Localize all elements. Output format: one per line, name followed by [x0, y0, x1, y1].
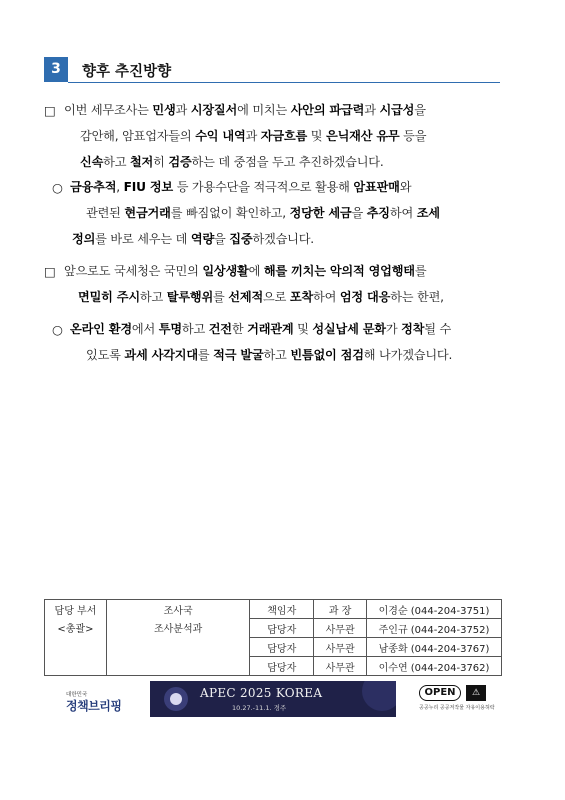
paragraph-line — [70, 200, 440, 226]
emphasis-text: 성실납세 문화 — [312, 322, 386, 336]
paragraph-line — [64, 123, 426, 149]
korea-label: 대한민국 — [66, 692, 88, 698]
body-text: 될 수 — [424, 322, 452, 336]
role-cell: 책임자 — [250, 600, 314, 619]
body-text: 하고 — [103, 155, 130, 169]
body-text: 및 — [307, 129, 326, 143]
paragraph-line — [64, 149, 426, 175]
body-text: 한 — [231, 322, 248, 336]
body-text: 하여 — [389, 206, 417, 220]
apec-banner[interactable] — [150, 681, 396, 717]
body-text: 및 — [293, 322, 313, 336]
emphasis-text: 해를 끼치는 악의적 영업행태 — [263, 264, 415, 278]
body-text: 등을 — [399, 129, 427, 143]
paragraph-line — [70, 342, 452, 368]
emphasis-text: 탈루행위 — [166, 290, 214, 304]
paragraph-line — [64, 284, 444, 310]
emphasis-text: 엄정 대응 — [339, 290, 391, 304]
square-bullet-icon: □ — [44, 103, 56, 118]
open-caption: 공공누리 공공저작물 자유이용허락 — [419, 705, 495, 711]
person-cell: 남종화 (044-204-3767) — [367, 638, 502, 657]
paragraph-line — [64, 97, 426, 123]
footer-logos — [44, 680, 502, 718]
emphasis-text: 시급성 — [379, 103, 415, 117]
circle-bullet-icon: ○ — [52, 322, 63, 337]
emphasis-text: 시장질서 — [190, 103, 238, 117]
body-text: 하겠습니다. — [252, 232, 314, 246]
square-bullet-icon: □ — [44, 264, 56, 279]
body-text: 히 — [153, 155, 169, 169]
emphasis-text: 정착 — [401, 322, 425, 336]
emphasis-text: 투명 — [158, 322, 182, 336]
briefing-logo-text: 정책브리핑 — [66, 699, 122, 713]
banner-decoration-icon — [362, 681, 396, 711]
role-cell: 담당자 — [250, 619, 314, 638]
license-type-icon: ⚠ — [466, 685, 486, 701]
person-cell: 이경순 (044-204-3751) — [367, 600, 502, 619]
position-cell: 사무관 — [314, 657, 367, 676]
body-text: 등 가용수단을 적극적으로 활용해 — [173, 180, 354, 194]
emphasis-text: 조세 — [416, 206, 440, 220]
body-text: 를 — [213, 290, 229, 304]
contact-table — [44, 599, 502, 676]
circle-bullet-icon: ○ — [52, 180, 63, 195]
emphasis-text: 집중 — [229, 232, 253, 246]
emphasis-text: 과세 사각지대 — [124, 348, 198, 362]
body-text: 하고 — [181, 322, 209, 336]
dept-label-cell — [45, 600, 107, 676]
position-cell: 과 장 — [314, 600, 367, 619]
emphasis-text: FIU 정보 — [123, 180, 174, 194]
emphasis-text: 건전 — [208, 322, 232, 336]
paragraph-1 — [64, 97, 426, 175]
paragraph-line — [70, 226, 440, 252]
body-text: 앞으로도 국세청은 국민의 — [64, 264, 203, 278]
body-text: 과 — [245, 129, 261, 143]
emphasis-text: 온라인 환경 — [70, 322, 132, 336]
body-text: 이번 세무조사는 — [64, 103, 153, 117]
paragraph-3 — [64, 258, 444, 310]
dept-tag: <총괄> — [57, 624, 94, 635]
emphasis-text: 신속 — [80, 155, 104, 169]
emphasis-text: 적극 발굴 — [213, 348, 264, 362]
emphasis-text: 정당한 세금 — [289, 206, 352, 220]
position-cell: 사무관 — [314, 619, 367, 638]
paragraph-4 — [70, 316, 452, 368]
apec-dates: 10.27.-11.1. 경주 — [232, 704, 287, 712]
policy-briefing-logo[interactable] — [66, 690, 146, 716]
emphasis-text: 현금거래 — [124, 206, 171, 220]
dept-label: 담당 부서 — [54, 606, 97, 617]
body-text: 에 — [248, 264, 264, 278]
section-divider — [68, 82, 500, 83]
role-cell: 담당자 — [250, 657, 314, 676]
emphasis-text: 역량 — [190, 232, 215, 246]
emphasis-text: 검증 — [168, 155, 192, 169]
body-text: 을 — [414, 103, 426, 117]
body-text: 을 — [351, 206, 367, 220]
table-row — [45, 600, 502, 619]
body-text: 과 — [175, 103, 191, 117]
person-cell: 주인규 (044-204-3752) — [367, 619, 502, 638]
body-text: 하는 한편, — [390, 290, 444, 304]
emphasis-text: 정의 — [72, 232, 96, 246]
emphasis-text: 철저 — [129, 155, 154, 169]
section-number: 3 — [44, 57, 68, 82]
body-text: 하고 — [139, 290, 167, 304]
body-text: 으로 — [263, 290, 290, 304]
body-text: 를 바로 세우는 데 — [95, 232, 191, 246]
emphasis-text: 포착 — [289, 290, 314, 304]
person-cell: 이수연 (044-204-3762) — [367, 657, 502, 676]
open-license-logo — [419, 685, 495, 715]
body-text: 과 — [364, 103, 380, 117]
body-text: 있도록 — [86, 348, 125, 362]
body-text: 에서 — [131, 322, 159, 336]
body-text: 해 나가겠습니다. — [363, 348, 453, 362]
emphasis-text: 금융추적 — [70, 180, 117, 194]
paragraph-line — [70, 174, 440, 200]
body-text: 을 — [214, 232, 230, 246]
body-text: 하여 — [313, 290, 340, 304]
apec-title: APEC 2025 KOREA — [200, 686, 323, 700]
body-text: 를 — [197, 348, 214, 362]
emphasis-text: 자금흐름 — [260, 129, 308, 143]
body-text: 를 빠짐없이 확인하고, — [170, 206, 290, 220]
emphasis-text: 거래관계 — [247, 322, 294, 336]
paragraph-line — [64, 258, 444, 284]
emphasis-text: 민생 — [152, 103, 176, 117]
emphasis-text: 암표판매 — [353, 180, 400, 194]
paragraph-line — [70, 316, 452, 342]
body-text: 가 — [385, 322, 402, 336]
body-text: 관련된 — [86, 206, 125, 220]
emphasis-text: 빈틈없이 점검 — [290, 348, 364, 362]
emphasis-text: 수익 내역 — [195, 129, 246, 143]
section-header — [44, 57, 500, 83]
paragraph-2 — [70, 174, 440, 252]
emphasis-text: 선제적 — [228, 290, 264, 304]
emphasis-text: 일상생활 — [202, 264, 249, 278]
body-text: , — [116, 180, 124, 194]
body-text: 와 — [399, 180, 412, 194]
emphasis-text: 은닉재산 유무 — [326, 129, 400, 143]
body-text: 를 — [414, 264, 427, 278]
emphasis-text: 면밀히 주시 — [78, 290, 140, 304]
division-name: 조사분석과 — [153, 624, 203, 635]
emphasis-text: 추징 — [366, 206, 390, 220]
apec-emblem-inner-icon — [170, 693, 182, 705]
role-cell: 담당자 — [250, 638, 314, 657]
body-text: 감안해, 암표업자들의 — [80, 129, 196, 143]
body-text: 하는 데 중점을 두고 추진하겠습니다. — [191, 155, 384, 169]
section-title: 향후 추진방향 — [82, 64, 172, 80]
body-text: 하고 — [263, 348, 291, 362]
open-badge: OPEN — [419, 685, 461, 701]
bureau-name: 조사국 — [163, 606, 193, 617]
dept-name-cell — [106, 600, 249, 676]
position-cell: 사무관 — [314, 638, 367, 657]
emphasis-text: 사안의 파급력 — [290, 103, 365, 117]
body-text: 에 미치는 — [237, 103, 291, 117]
